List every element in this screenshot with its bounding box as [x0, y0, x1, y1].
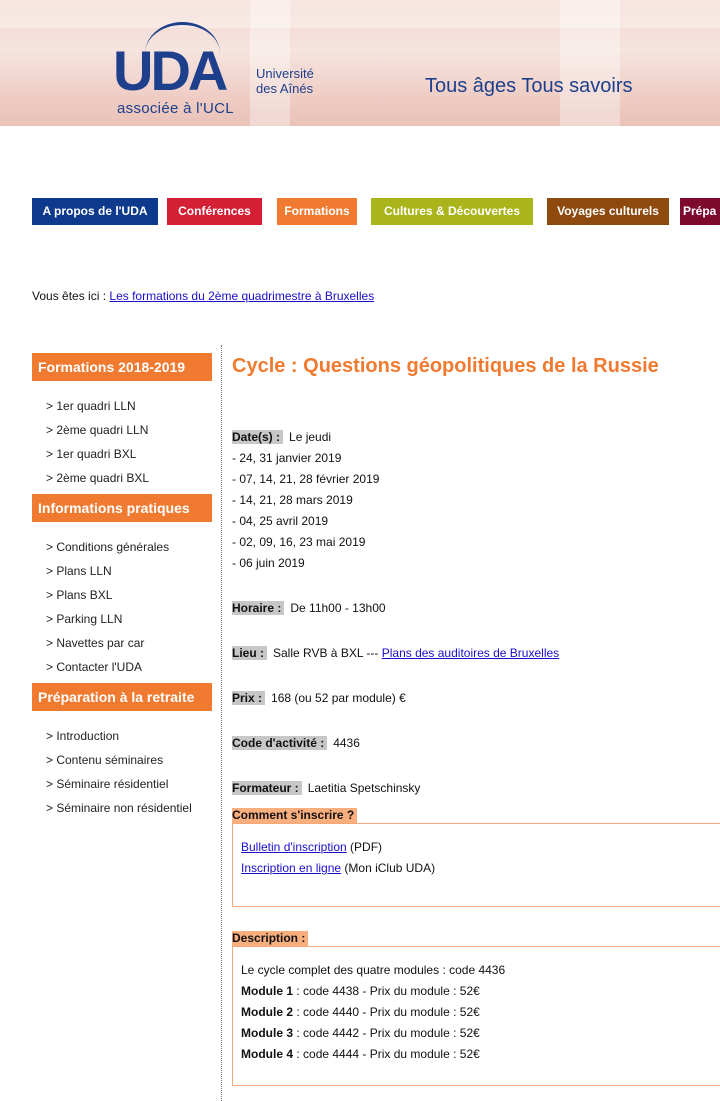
- nav-a-propos[interactable]: A propos de l'UDA: [32, 198, 158, 225]
- online-row: [241, 858, 720, 879]
- date-line: - 06 juin 2019: [232, 556, 305, 570]
- horaire-value: De 11h00 - 13h00: [290, 601, 386, 615]
- module-text: : code 4444 - Prix du module : 52€: [293, 1047, 480, 1061]
- sidebar: [32, 353, 212, 824]
- date-line: - 07, 14, 21, 28 février 2019: [232, 472, 380, 486]
- module-text: : code 4440 - Prix du module : 52€: [293, 1005, 480, 1019]
- bulletin-note: (PDF): [350, 840, 383, 854]
- module-line: [241, 981, 720, 1002]
- prix-value: 168 (ou 52 par module) €: [271, 691, 406, 705]
- sidebar-item[interactable]: > 2ème quadri BXL: [46, 471, 150, 485]
- logo-subtitle: [256, 66, 314, 96]
- lieu-label: Lieu :: [232, 646, 267, 660]
- sidebar-item[interactable]: > 1er quadri LLN: [46, 399, 136, 413]
- breadcrumb: [32, 289, 374, 303]
- module-line: [241, 1023, 720, 1044]
- logo-subtitle-line: Université: [256, 66, 314, 81]
- header-decoration: [560, 0, 620, 126]
- sidebar-item[interactable]: > Conditions générales: [46, 540, 170, 554]
- date-line: - 04, 25 avril 2019: [232, 514, 329, 528]
- tagline: Tous âges Tous savoirs: [425, 75, 633, 97]
- formateur-label: Formateur :: [232, 781, 302, 795]
- lieu-value: Salle RVB à BXL ---: [273, 646, 379, 660]
- module-text: : code 4442 - Prix du module : 52€: [293, 1026, 480, 1040]
- sidebar-item[interactable]: > Navettes par car: [46, 636, 145, 650]
- lieu-row: [232, 643, 720, 664]
- inscrire-box: [232, 823, 720, 907]
- code-value: 4436: [333, 736, 360, 750]
- sidebar-item[interactable]: > Plans LLN: [46, 564, 112, 578]
- module-name: Module 4: [241, 1047, 294, 1061]
- description-box: [232, 946, 720, 1086]
- online-note: (Mon iClub UDA): [344, 861, 436, 875]
- module-name: Module 3: [241, 1026, 294, 1040]
- horaire-row: [232, 598, 720, 619]
- header-decoration: [250, 0, 290, 126]
- breadcrumb-link[interactable]: Les formations du 2ème quadrimestre à Bruxelles: [109, 289, 375, 303]
- dates-label: Date(s) :: [232, 430, 283, 444]
- sidebar-item[interactable]: > 2ème quadri LLN: [46, 423, 149, 437]
- description-intro: Le cycle complet des quatre modules : code 4436: [241, 963, 506, 977]
- date-line: - 24, 31 janvier 2019: [232, 451, 342, 465]
- page-title: Cycle : Questions géopolitiques de la Russie: [232, 355, 659, 377]
- bulletin-link[interactable]: Bulletin d'inscription: [241, 840, 347, 854]
- nav-cultures[interactable]: Cultures & Découvertes: [371, 198, 533, 225]
- formateur-row: [232, 778, 720, 799]
- prix-row: [232, 688, 720, 709]
- main-content: [232, 353, 720, 1086]
- formateur-value: Laetitia Spetschinsky: [307, 781, 421, 795]
- dates-row: [232, 427, 720, 448]
- nav-preparation[interactable]: Prépa: [680, 198, 720, 225]
- description-label: Description :: [232, 931, 308, 946]
- bulletin-row: [241, 837, 720, 858]
- sidebar-heading-formations[interactable]: Formations 2018-2019: [32, 353, 212, 381]
- sidebar-heading-infos[interactable]: Informations pratiques: [32, 494, 212, 522]
- sidebar-heading-retraite[interactable]: Préparation à la retraite: [32, 683, 212, 711]
- sidebar-item[interactable]: > 1er quadri BXL: [46, 447, 137, 461]
- column-divider: [221, 345, 222, 1101]
- sidebar-list: [32, 711, 212, 824]
- logo-association: associée à l'UCL: [117, 100, 234, 117]
- sidebar-list: [32, 522, 212, 683]
- module-line: [241, 1002, 720, 1023]
- plans-bruxelles-link[interactable]: Plans des auditoires de Bruxelles: [381, 646, 560, 660]
- main-nav: [32, 198, 720, 225]
- code-label: Code d'activité :: [232, 736, 327, 750]
- horaire-label: Horaire :: [232, 601, 284, 615]
- sidebar-item[interactable]: > Séminaire résidentiel: [46, 777, 169, 791]
- module-text: : code 4438 - Prix du module : 52€: [293, 984, 480, 998]
- dates-value: Le jeudi: [289, 430, 332, 444]
- sidebar-item[interactable]: > Contacter l'UDA: [46, 660, 142, 674]
- sidebar-item[interactable]: > Parking LLN: [46, 612, 123, 626]
- breadcrumb-prefix: Vous êtes ici :: [32, 289, 107, 303]
- sidebar-list: [32, 381, 212, 494]
- logo-subtitle-line: des Aînés: [256, 81, 314, 96]
- online-registration-link[interactable]: Inscription en ligne: [241, 861, 342, 875]
- nav-voyages[interactable]: Voyages culturels: [547, 198, 669, 225]
- sidebar-item[interactable]: > Séminaire non résidentiel: [46, 801, 192, 815]
- logo[interactable]: UDA: [113, 39, 226, 102]
- sidebar-item[interactable]: > Plans BXL: [46, 588, 113, 602]
- sidebar-item[interactable]: > Contenu séminaires: [46, 753, 164, 767]
- sidebar-item[interactable]: > Introduction: [46, 729, 120, 743]
- module-name: Module 1: [241, 984, 294, 998]
- module-line: [241, 1044, 720, 1065]
- nav-conferences[interactable]: Conférences: [167, 198, 262, 225]
- code-row: [232, 733, 720, 754]
- nav-formations[interactable]: Formations: [277, 198, 357, 225]
- prix-label: Prix :: [232, 691, 265, 705]
- inscrire-label: Comment s'inscrire ?: [232, 808, 357, 823]
- site-header: [0, 0, 720, 126]
- date-line: - 14, 21, 28 mars 2019: [232, 493, 353, 507]
- date-line: - 02, 09, 16, 23 mai 2019: [232, 535, 366, 549]
- module-name: Module 2: [241, 1005, 294, 1019]
